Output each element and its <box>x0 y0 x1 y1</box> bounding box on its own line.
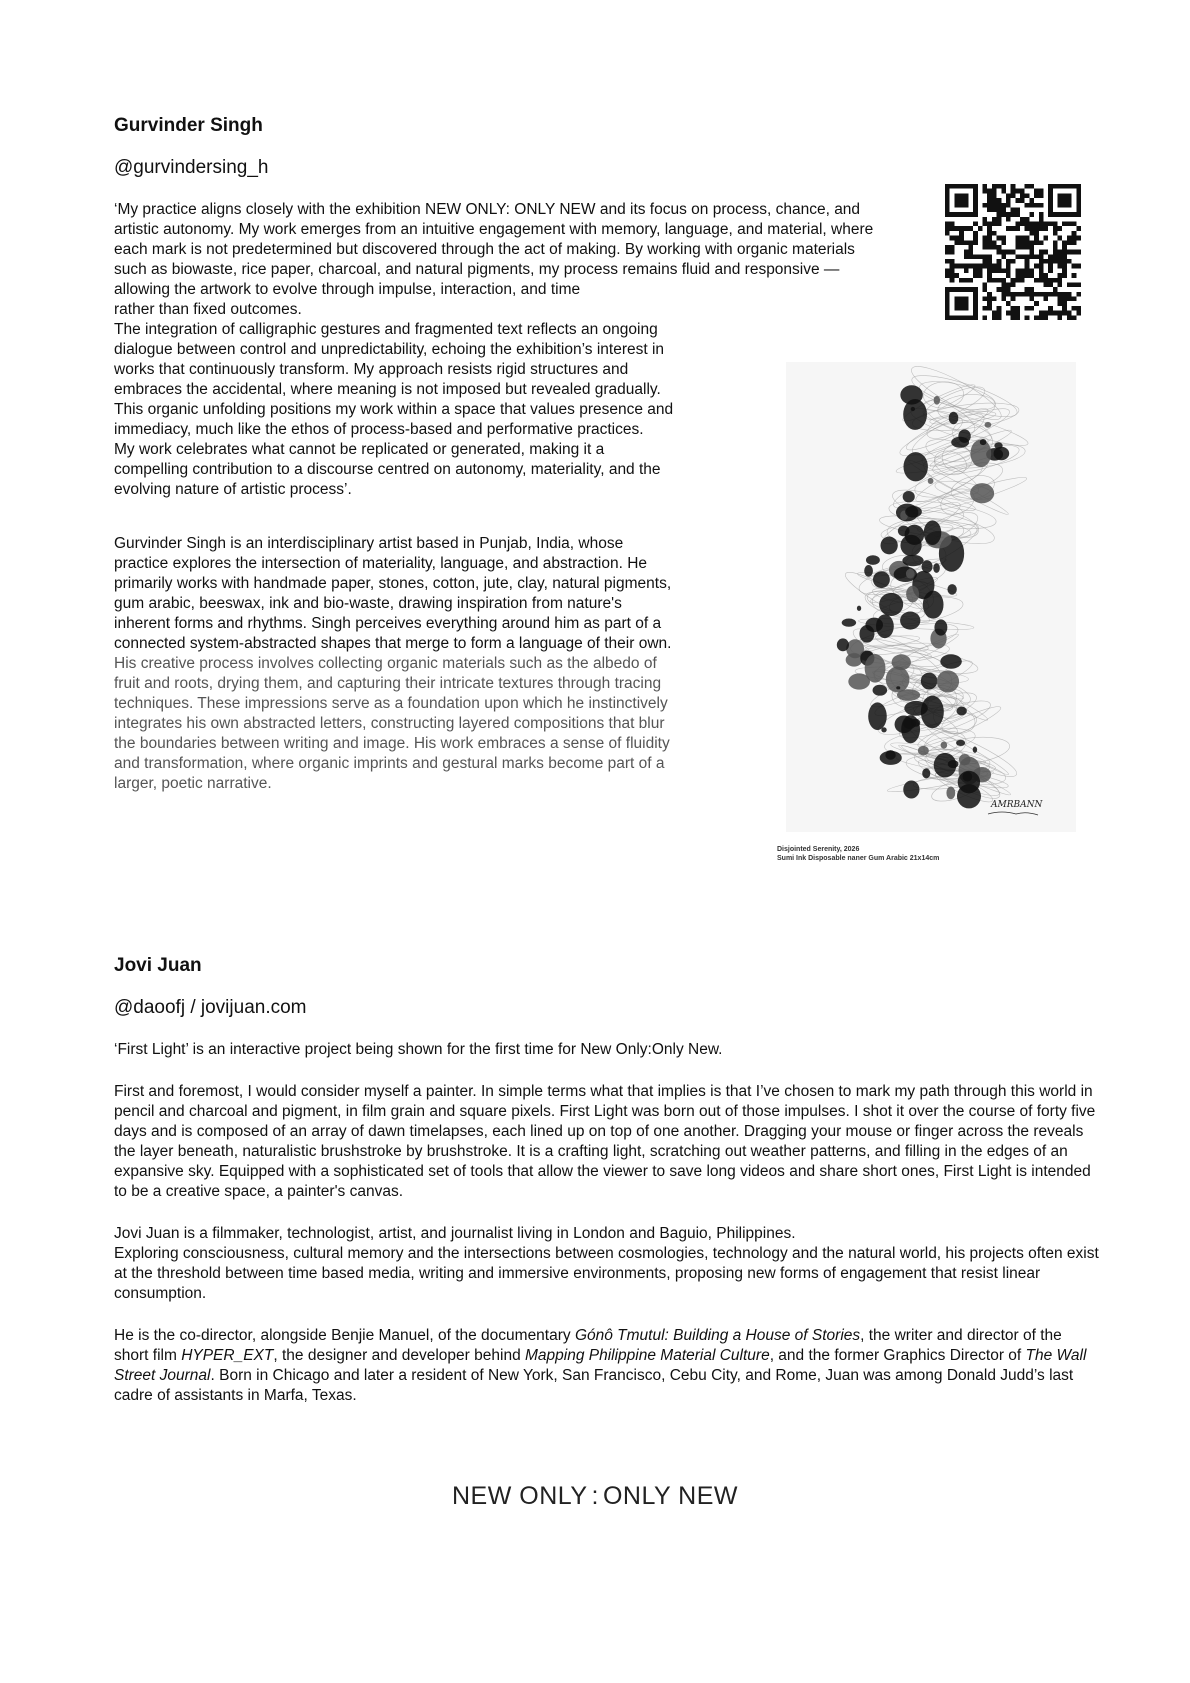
artist1-statement-top <box>114 200 934 320</box>
statement-bottom-line: My work celebrates what cannot be replicated or generated, making it a <box>114 441 605 458</box>
bio-dark-line: inherent forms and rhythms. Singh perceives everything around him as part of a <box>114 615 662 632</box>
artist2-name: Jovi Juan <box>114 955 202 976</box>
statement-bottom-line: dialogue between control and unpredictability, echoing the exhibition’s interest in <box>114 341 665 358</box>
statement-bottom-line: works that continuously transform. My approach resists rigid structures and <box>114 361 629 378</box>
statement-top-line: rather than fixed outcomes. <box>114 301 302 318</box>
bio-dark-line: connected system-abstracted shapes that merge to form a language of their own. <box>114 635 672 652</box>
documentary-title: Gónô Tmutul: Building a House of Stories <box>574 1327 861 1344</box>
artist2-para2-line2: Exploring consciousness, cultural memory and the intersections between cosmologies, technology and the natural world, his projects often exist at the threshold between time based media, writing and immersive environments, proposing new forms of engagement that resist linear consumption. <box>114 1245 1099 1302</box>
artist1-bio-grey <box>114 654 734 794</box>
artist2-para2-line1: Jovi Juan is a filmmaker, technologist, artist, and journalist living in London and Baguio, Philippines. <box>114 1225 796 1242</box>
bio-dark-line: primarily works with handmade paper, stones, cotton, jute, clay, natural pigments, <box>114 575 672 592</box>
artist1-name: Gurvinder Singh <box>114 115 263 136</box>
bio-grey-line: larger, poetic narrative. <box>114 775 272 792</box>
artwork-signature: AMRBANN <box>991 800 1043 810</box>
statement-bottom-line: This organic unfolding positions my work within a space that values presence and <box>114 401 674 418</box>
statement-bottom-line: immediacy, much like the ethos of process-based and performative practices. <box>114 421 644 438</box>
caption-title: Disjointed Serenity, 2026 <box>777 846 860 853</box>
statement-top-line: ‘My practice aligns closely with the exhibition NEW ONLY: ONLY NEW and its focus on process, chance, and <box>114 201 861 218</box>
artwork-caption <box>777 845 939 863</box>
artist1-bio <box>114 534 734 794</box>
publication-title: The Wall Street Journal <box>114 1347 1087 1384</box>
statement-top-line: allowing the artwork to evolve through impulse, interaction, and time <box>114 281 581 298</box>
bio-dark-line: gum arabic, beeswax, ink and bio-waste, drawing inspiration from nature's <box>114 595 622 612</box>
bio-grey-line: integrates his own abstracted letters, constructing layered compositions that blur <box>114 715 665 732</box>
statement-bottom-line: compelling contribution to a discourse centred on autonomy, materiality, and the <box>114 461 661 478</box>
artist1-bio-dark <box>114 534 734 654</box>
bio-dark-line: Gurvinder Singh is an interdisciplinary artist based in Punjab, India, whose <box>114 535 624 552</box>
statement-bottom-line: evolving nature of artistic process’. <box>114 481 352 498</box>
qr-code-icon[interactable] <box>945 184 1081 320</box>
bio-grey-line: His creative process involves collecting organic materials such as the albedo of <box>114 655 657 672</box>
artist1-handle: @gurvindersing_h <box>114 157 269 178</box>
artist2-para2 <box>114 1224 1099 1304</box>
footer-logo <box>0 1482 1190 1511</box>
bio-grey-line: techniques. These impressions serve as a foundation upon which he instinctively <box>114 695 668 712</box>
bio-dark-line: practice explores the intersection of materiality, language, and abstraction. He <box>114 555 648 572</box>
caption-medium: Sumi Ink Disposable naner Gum Arabic 21x14cm <box>777 855 940 862</box>
statement-bottom-line: embraces the accidental, where meaning is not imposed but revealed gradually. <box>114 381 661 398</box>
artist2-handle[interactable]: @daoofj / jovijuan.com <box>114 997 307 1018</box>
artist2-para1: First and foremost, I would consider myself a painter. In simple terms what that implies is that I’ve chosen to mark my path through this world in pencil and charcoal and pigment, in film grain and square pixels. First Light was born out of those impulses. I shot it over the course of forty five days and is composed of an array of dawn timelapses, each lined up on top of one another. Dragging your mouse or finger across the reveals the layer beneath, naturalistic brushstroke by brushstroke. It is a crafting light, scratching out weather patterns, and filling in the edges of an expansive sky. Equipped with a sophisticated set of tools that allow the viewer to save long videos and share short ones, First Light is intended to be a creative space, a painter's canvas. <box>114 1083 1096 1200</box>
logo-right: ONLY NEW <box>602 1482 738 1510</box>
project-title: Mapping Philippine Material Culture <box>525 1347 770 1364</box>
logo-left: NEW ONLY <box>452 1482 588 1510</box>
artist2-para3: He is the co-director, alongside Benjie Manuel, of the documentary Gónô Tmutul: Building a House of Stories, the writer and director of the short film HYPER_EXT, the designer and developer behind Mapping Philippine Material Culture, and the former Graphics Director of The Wall Street Journal. Born in Chicago and later a resident of New York, San Francisco, Cebu City, and Rome, Juan was among Donald Judd’s last cadre of assistants in Marfa, Texas. <box>114 1327 1087 1404</box>
bio-grey-line: the boundaries between writing and image. His work embraces a sense of fluidity <box>114 735 670 752</box>
statement-top-line: such as biowaste, rice paper, charcoal, and natural pigments, my process remains fluid and responsive — <box>114 261 840 278</box>
statement-top-line: each mark is not predetermined but discovered through the act of making. By working with organic materials <box>114 241 855 258</box>
statement-bottom-line: The integration of calligraphic gestures and fragmented text reflects an ongoing <box>114 321 658 338</box>
bio-grey-line: fruit and roots, drying them, and capturing their intricate textures through tracing <box>114 675 662 692</box>
artist2-intro: ‘First Light’ is an interactive project being shown for the first time for New Only:Only New. <box>114 1041 723 1058</box>
bio-grey-line: and transformation, where organic imprints and gestural marks become part of a <box>114 755 665 772</box>
artist1-statement-bottom <box>114 320 734 500</box>
artwork-image <box>786 362 1076 832</box>
film-title: HYPER_EXT <box>181 1347 274 1364</box>
statement-top-line: artistic autonomy. My work emerges from an intuitive engagement with memory, language, and material, where <box>114 221 874 238</box>
logo-separator: : <box>591 1482 599 1510</box>
